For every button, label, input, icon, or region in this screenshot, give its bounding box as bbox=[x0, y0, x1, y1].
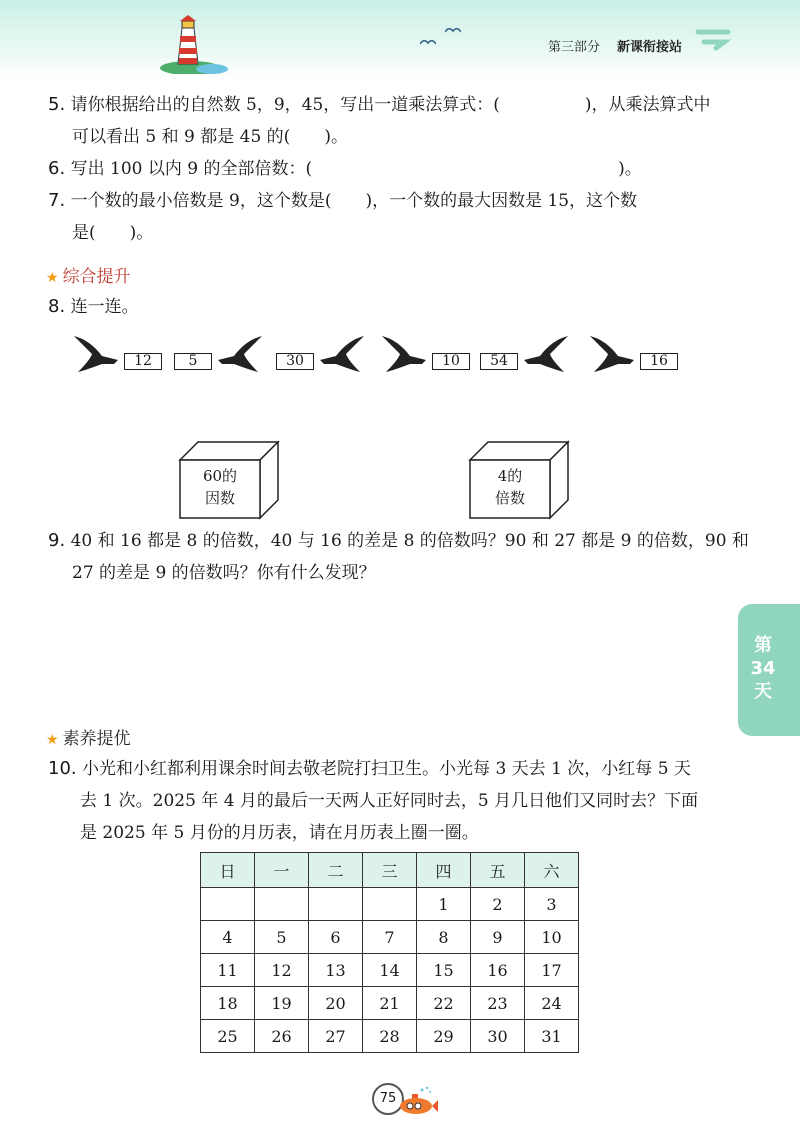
calendar-day-cell[interactable]: 9 bbox=[471, 921, 525, 954]
question-10-line-2: 去 1 次。2025 年 4 月的最后一天两人正好同时去，5 月几日他们又同时去？下面 bbox=[80, 791, 699, 811]
question-number: 6. bbox=[48, 158, 66, 179]
calendar-day-cell[interactable]: 21 bbox=[363, 987, 417, 1020]
question-10-line-3: 是 2025 年 5 月份的月历表，请在月历表上圈一圈。 bbox=[80, 823, 479, 843]
calendar-day-cell[interactable]: 22 bbox=[417, 987, 471, 1020]
question-number: 5. bbox=[48, 94, 66, 115]
calendar-day-cell[interactable]: 1 bbox=[417, 888, 471, 921]
number-box[interactable]: 30 bbox=[276, 353, 314, 370]
swallow-icon bbox=[588, 330, 644, 374]
calendar-day-cell[interactable]: 28 bbox=[363, 1020, 417, 1053]
question-7-line-2: 是( )。 bbox=[72, 223, 154, 243]
section-heading-literacy: ★ 素养提优 bbox=[46, 729, 131, 749]
calendar-day-cell[interactable]: 23 bbox=[471, 987, 525, 1020]
calendar-day-cell[interactable]: 15 bbox=[417, 954, 471, 987]
seagull-icon bbox=[420, 38, 436, 46]
calendar-day-cell[interactable]: 26 bbox=[255, 1020, 309, 1053]
swallow-icon bbox=[310, 330, 366, 374]
submarine-icon bbox=[396, 1086, 440, 1116]
question-5-line-1 bbox=[48, 94, 711, 116]
swallow-icon bbox=[208, 330, 264, 374]
header-decoration-icon bbox=[694, 22, 734, 52]
question-5-line-2: 可以看出 5 和 9 都是 45 的( )。 bbox=[72, 127, 348, 147]
question-text: 连一连。 bbox=[70, 297, 139, 317]
calendar-day-cell[interactable]: 20 bbox=[309, 987, 363, 1020]
question-9-line-2: 27 的差是 9 的倍数吗？你有什么发现？ bbox=[72, 563, 376, 583]
calendar-day-cell[interactable]: 7 bbox=[363, 921, 417, 954]
calendar-body bbox=[201, 888, 579, 1053]
number-box[interactable]: 16 bbox=[640, 353, 678, 370]
calendar-day-cell[interactable]: 27 bbox=[309, 1020, 363, 1053]
weekday-header: 三 bbox=[363, 853, 417, 888]
page-header bbox=[0, 0, 800, 80]
calendar-day-cell[interactable]: 18 bbox=[201, 987, 255, 1020]
calendar-day-cell[interactable]: 3 bbox=[525, 888, 579, 921]
calendar-day-cell[interactable]: 30 bbox=[471, 1020, 525, 1053]
page-number: 75 bbox=[372, 1083, 404, 1115]
calendar-header-row bbox=[201, 853, 579, 888]
question-text: 40 和 16 都是 8 的倍数，40 与 16 的差是 8 的倍数吗？90 和 27 都是 9 的倍数，90 和 bbox=[70, 531, 749, 551]
calendar-day-cell[interactable]: 16 bbox=[471, 954, 525, 987]
calendar-day-cell[interactable]: 12 bbox=[255, 954, 309, 987]
question-6 bbox=[48, 158, 642, 180]
may-2025-calendar bbox=[200, 852, 579, 1053]
weekday-header: 四 bbox=[417, 853, 471, 888]
cube-label-4-multiples[interactable]: 4的 倍数 bbox=[494, 467, 525, 507]
calendar-week-row bbox=[201, 987, 579, 1020]
calendar-day-cell[interactable]: 25 bbox=[201, 1020, 255, 1053]
weekday-header: 六 bbox=[525, 853, 579, 888]
calendar-day-cell[interactable]: 5 bbox=[255, 921, 309, 954]
calendar-day-cell[interactable]: 14 bbox=[363, 954, 417, 987]
calendar-day-cell[interactable]: 6 bbox=[309, 921, 363, 954]
calendar-day-cell[interactable]: 11 bbox=[201, 954, 255, 987]
question-text: 写出 100 以内 9 的全部倍数：( )。 bbox=[70, 159, 642, 179]
question-text: 小光和小红都利用课余时间去敬老院打扫卫生。小光每 3 天去 1 次，小红每 5 天 bbox=[82, 759, 691, 779]
calendar-week-row bbox=[201, 1020, 579, 1053]
swallow-icon bbox=[72, 330, 128, 374]
header-title: 新课衔接站 bbox=[617, 40, 683, 55]
cube-label-60-factors[interactable]: 60的 因数 bbox=[202, 467, 238, 507]
swallow-icon bbox=[380, 330, 436, 374]
question-number: 8. bbox=[48, 296, 66, 317]
calendar-day-cell[interactable]: 2 bbox=[471, 888, 525, 921]
calendar-day-cell[interactable]: 4 bbox=[201, 921, 255, 954]
star-icon: ★ bbox=[46, 732, 59, 748]
seagull-icon bbox=[445, 26, 461, 34]
lighthouse-icon bbox=[160, 14, 230, 74]
calendar-day-cell[interactable]: 10 bbox=[525, 921, 579, 954]
calendar-day-cell[interactable]: 31 bbox=[525, 1020, 579, 1053]
number-box[interactable]: 54 bbox=[480, 353, 518, 370]
calendar-day-cell[interactable] bbox=[255, 888, 309, 921]
calendar-week-row bbox=[201, 888, 579, 921]
weekday-header: 二 bbox=[309, 853, 363, 888]
calendar-day-cell[interactable]: 24 bbox=[525, 987, 579, 1020]
header-part: 第三部分 bbox=[548, 40, 601, 55]
calendar-day-cell[interactable]: 13 bbox=[309, 954, 363, 987]
calendar-day-cell[interactable]: 17 bbox=[525, 954, 579, 987]
day-side-tab: 第34天 bbox=[738, 604, 800, 736]
number-box[interactable]: 10 bbox=[432, 353, 470, 370]
question-text: 请你根据给出的自然数 5，9，45，写出一道乘法算式：( )，从乘法算式中 bbox=[70, 95, 711, 115]
calendar-week-row bbox=[201, 954, 579, 987]
section-heading-comprehensive: ★ 综合提升 bbox=[46, 267, 131, 287]
question-10-line-1 bbox=[48, 758, 691, 780]
number-box[interactable]: 5 bbox=[174, 353, 212, 370]
calendar-week-row bbox=[201, 921, 579, 954]
question-text: 一个数的最小倍数是 9，这个数是( )，一个数的最大因数是 15，这个数 bbox=[70, 191, 638, 211]
question-7-line-1 bbox=[48, 190, 637, 212]
weekday-header: 一 bbox=[255, 853, 309, 888]
calendar-day-cell[interactable]: 8 bbox=[417, 921, 471, 954]
number-box[interactable]: 12 bbox=[124, 353, 162, 370]
weekday-header: 日 bbox=[201, 853, 255, 888]
question-8 bbox=[48, 296, 139, 318]
question-9-line-1 bbox=[48, 530, 749, 552]
question-number: 10. bbox=[48, 758, 77, 779]
calendar-day-cell[interactable]: 29 bbox=[417, 1020, 471, 1053]
calendar-day-cell[interactable] bbox=[201, 888, 255, 921]
calendar-day-cell[interactable] bbox=[309, 888, 363, 921]
calendar-day-cell[interactable]: 19 bbox=[255, 987, 309, 1020]
calendar-day-cell[interactable] bbox=[363, 888, 417, 921]
weekday-header: 五 bbox=[471, 853, 525, 888]
question-number: 7. bbox=[48, 190, 66, 211]
swallow-icon bbox=[514, 330, 570, 374]
star-icon: ★ bbox=[46, 270, 59, 286]
question-number: 9. bbox=[48, 530, 66, 551]
